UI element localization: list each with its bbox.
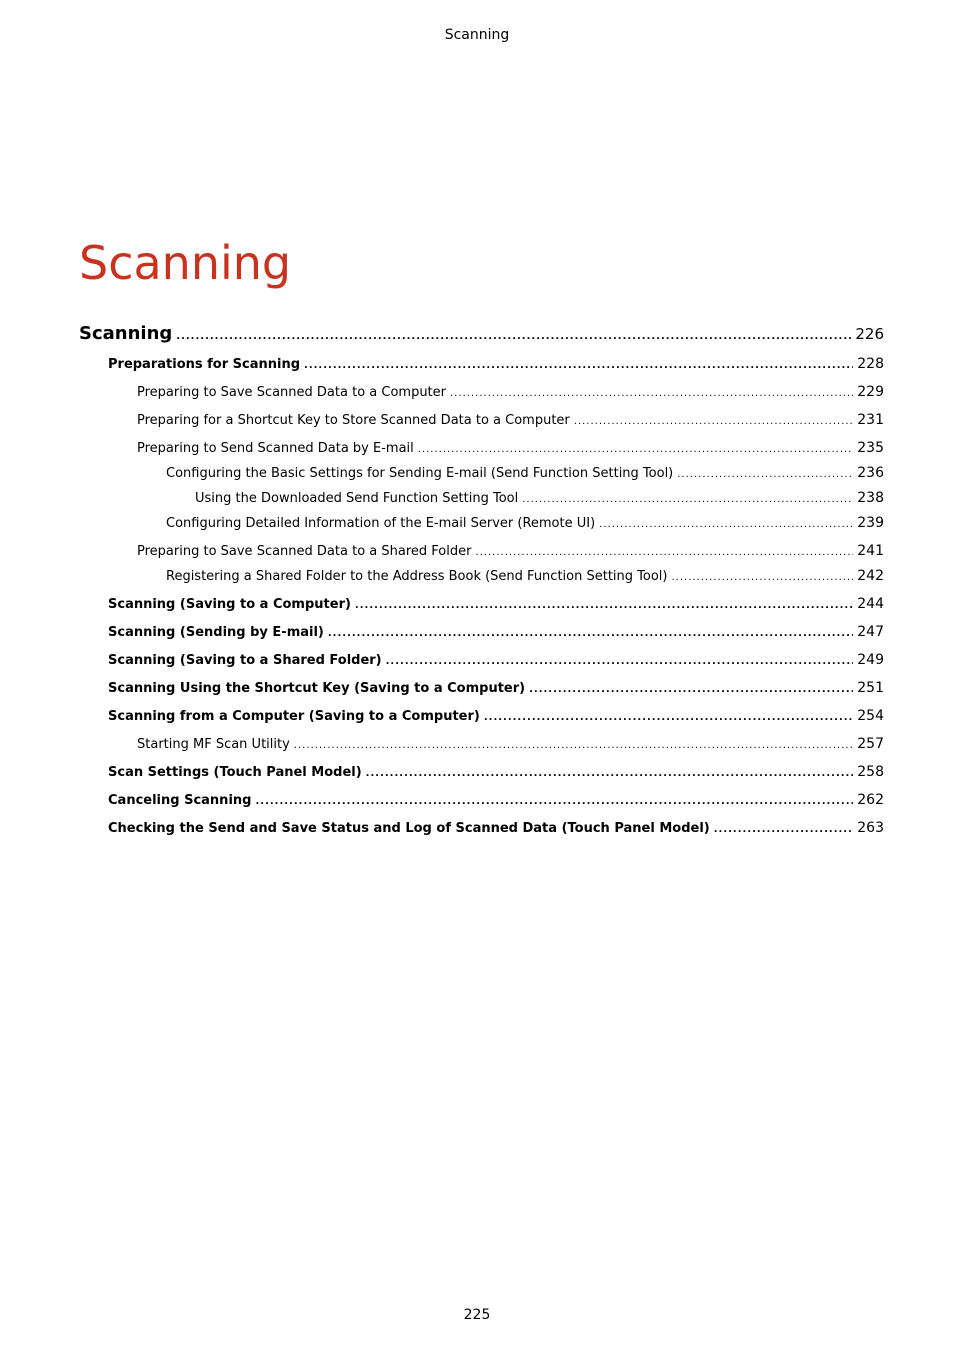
chapter-title: Scanning <box>79 236 292 290</box>
toc-entry-page: 242 <box>857 568 884 584</box>
toc-entry-page: 241 <box>857 543 884 559</box>
toc-entry-page: 238 <box>857 490 884 506</box>
toc-leader-dots <box>366 764 854 784</box>
toc-leader-dots <box>418 440 854 460</box>
toc-entry[interactable] <box>108 762 884 782</box>
toc-entry-page: 262 <box>857 792 884 808</box>
toc-entry-label: Registering a Shared Folder to the Address Book (Send Function Setting Tool) <box>166 569 668 584</box>
toc-entry-page: 226 <box>855 325 884 343</box>
toc-entry-label: Preparing to Send Scanned Data by E-mail <box>137 441 414 456</box>
toc-entry-label: Preparing to Save Scanned Data to a Shared Folder <box>137 544 472 559</box>
toc-leader-dots <box>475 543 853 563</box>
toc-leader-dots <box>484 708 853 728</box>
toc-entry[interactable] <box>166 463 884 483</box>
toc-entry-page: 263 <box>857 820 884 836</box>
toc-entry-page: 244 <box>857 596 884 612</box>
toc-entry-page: 235 <box>857 440 884 456</box>
toc-entry[interactable] <box>137 410 884 430</box>
toc-entry-page: 229 <box>857 384 884 400</box>
toc-entry[interactable] <box>195 488 884 508</box>
toc-entry-label: Configuring the Basic Settings for Sending E-mail (Send Function Setting Tool) <box>166 466 674 481</box>
toc-entry[interactable] <box>137 382 884 402</box>
toc-entry[interactable] <box>108 650 884 670</box>
toc-entry-label: Starting MF Scan Utility <box>137 737 290 752</box>
toc-entry[interactable] <box>108 818 884 838</box>
toc-leader-dots <box>671 568 853 588</box>
page-number: 225 <box>463 1307 491 1323</box>
toc-leader-dots <box>176 327 851 347</box>
toc-entry-page: 257 <box>857 736 884 752</box>
toc-entry[interactable] <box>166 566 884 586</box>
toc-entry-label: Scanning (Sending by E-mail) <box>108 625 324 640</box>
toc-entry[interactable] <box>137 541 884 561</box>
toc-entry-label: Scanning Using the Shortcut Key (Saving to a Computer) <box>108 681 526 696</box>
toc-leader-dots <box>355 596 853 616</box>
toc-entry-page: 249 <box>857 652 884 668</box>
toc-leader-dots <box>714 820 854 840</box>
toc-leader-dots <box>574 412 854 432</box>
toc-entry-page: 239 <box>857 515 884 531</box>
toc-entry-page: 258 <box>857 764 884 780</box>
toc-entry-page: 228 <box>857 356 884 372</box>
toc-leader-dots <box>599 515 853 535</box>
toc-entry-label: Scanning from a Computer (Saving to a Computer) <box>108 709 480 724</box>
toc-leader-dots <box>304 356 853 376</box>
toc-entry[interactable] <box>137 734 884 754</box>
toc-entry[interactable] <box>108 678 884 698</box>
toc-leader-dots <box>450 384 853 404</box>
toc-entry-page: 251 <box>857 680 884 696</box>
toc-entry-label: Scan Settings (Touch Panel Model) <box>108 765 362 780</box>
toc-entry-page: 236 <box>857 465 884 481</box>
toc-entry-label: Canceling Scanning <box>108 793 252 808</box>
toc-leader-dots <box>529 680 853 700</box>
toc-entry[interactable] <box>108 790 884 810</box>
toc-entry[interactable] <box>108 622 884 642</box>
toc-leader-dots <box>294 736 853 756</box>
toc-leader-dots <box>328 624 853 644</box>
running-header: Scanning <box>444 27 510 43</box>
toc-entry-label: Preparations for Scanning <box>108 357 301 372</box>
toc-entry-label: Checking the Send and Save Status and Log of Scanned Data (Touch Panel Model) <box>108 821 710 836</box>
toc-leader-dots <box>677 465 853 485</box>
toc-entry-label: Preparing for a Shortcut Key to Store Scanned Data to a Computer <box>137 413 570 428</box>
toc-entry-label: Using the Downloaded Send Function Setting Tool <box>195 491 519 506</box>
toc-entry-label: Configuring Detailed Information of the E-mail Server (Remote UI) <box>166 516 596 531</box>
toc-entry[interactable] <box>108 354 884 374</box>
toc-entry-label: Preparing to Save Scanned Data to a Computer <box>137 385 446 400</box>
toc-entry[interactable] <box>79 324 884 344</box>
toc-leader-dots <box>386 652 854 672</box>
toc-entry-page: 247 <box>857 624 884 640</box>
toc-entry-page: 231 <box>857 412 884 428</box>
toc-entry-page: 254 <box>857 708 884 724</box>
toc-entry-label: Scanning (Saving to a Shared Folder) <box>108 653 382 668</box>
toc-entry-label: Scanning (Saving to a Computer) <box>108 597 351 612</box>
toc-entry[interactable] <box>137 438 884 458</box>
toc-entry[interactable] <box>108 706 884 726</box>
toc-entry-label: Scanning <box>79 323 173 344</box>
toc-entry[interactable] <box>166 513 884 533</box>
toc-leader-dots <box>255 792 853 812</box>
toc-leader-dots <box>522 490 853 510</box>
toc-entry[interactable] <box>108 594 884 614</box>
